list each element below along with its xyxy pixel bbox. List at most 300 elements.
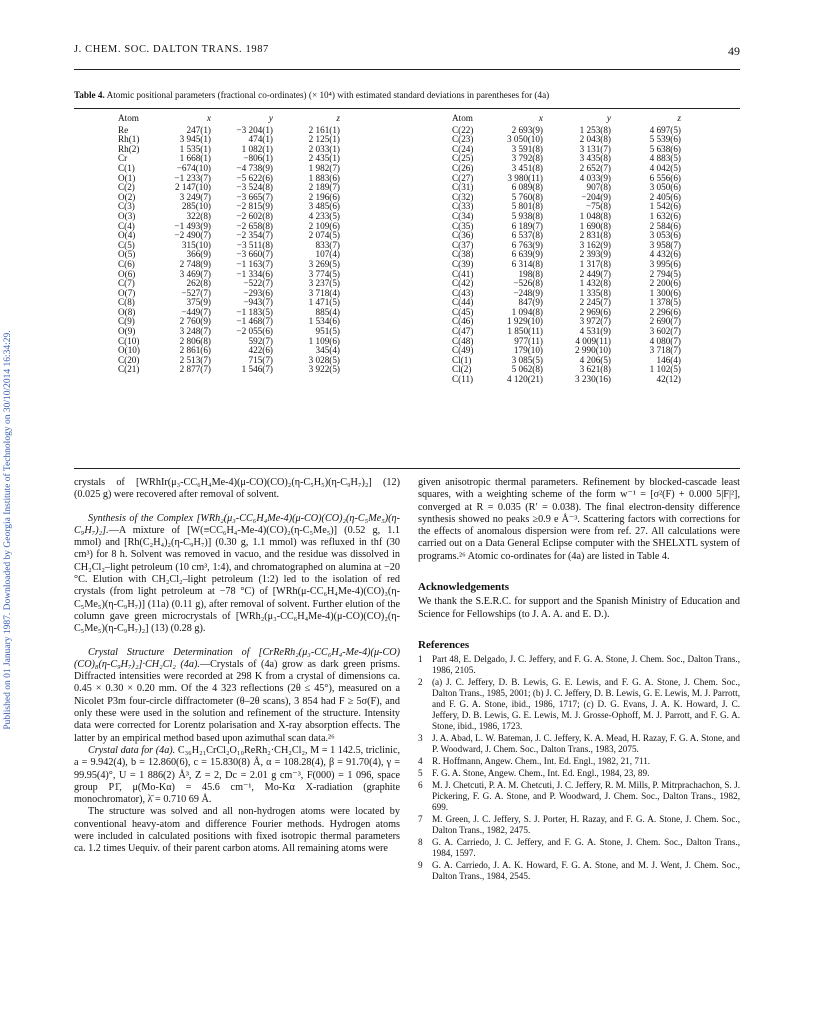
table-row <box>452 308 681 318</box>
z-cell: 2 405(6) <box>649 191 681 202</box>
z-cell: 1 883(6) <box>308 172 340 183</box>
x-cell: 3 085(5) <box>511 354 543 365</box>
x-cell: 6 314(8) <box>511 258 543 269</box>
x-cell: −526(8) <box>513 278 543 289</box>
y-cell: 1 546(7) <box>241 364 273 375</box>
z-cell: 3 050(6) <box>649 182 681 193</box>
col-header-x: x <box>538 113 543 123</box>
table-row <box>452 193 681 203</box>
x-cell: 1 850(11) <box>507 326 543 337</box>
y-cell: 4 033(9) <box>579 172 611 183</box>
download-notice-sidebar <box>2 170 14 890</box>
atom-cell: O(10) <box>118 345 140 356</box>
atom-cell: C(37) <box>452 239 474 250</box>
atom-cell: C(35) <box>452 220 474 231</box>
table-row <box>452 212 681 222</box>
x-cell: 2 693(9) <box>511 124 543 135</box>
reference-number: 5 <box>418 768 423 779</box>
table-row <box>118 317 340 327</box>
x-cell: 2 513(7) <box>179 354 211 365</box>
x-cell: 262(8) <box>186 278 211 289</box>
z-cell: 1 378(5) <box>649 297 681 308</box>
z-cell: 2 200(6) <box>649 278 681 289</box>
paragraph-crystal-structure <box>74 647 400 745</box>
x-cell: 3 945(1) <box>179 134 211 145</box>
reference-text: M. Green, J. C. Jeffery, S. J. Porter, H. Razay, and F. G. A. Stone, J. Chem. Soc., Dalton Trans., 1982, 2475. <box>432 814 740 836</box>
y-cell: 715(7) <box>248 354 273 365</box>
x-cell: 5 938(8) <box>511 210 543 221</box>
z-cell: 1 534(6) <box>308 316 340 327</box>
x-cell: 1 929(10) <box>507 316 543 327</box>
atom-cell: C(24) <box>452 143 474 154</box>
atom-cell: C(31) <box>452 182 474 193</box>
y-cell: −1 183(5) <box>236 306 273 317</box>
reference-text: J. A. Abad, L. W. Bateman, J. C. Jeffery, K. A. Mead, H. Razay, F. G. A. Stone, and P. Woodward, J. Chem. Soc., Dalton Trans., 1983, 2075. <box>432 733 740 755</box>
table-row <box>452 270 681 280</box>
atom-cell: O(4) <box>118 230 136 241</box>
y-cell: 2 245(7) <box>579 297 611 308</box>
z-cell: 1 542(6) <box>649 201 681 212</box>
paragraph-text: The structure was solved and all non-hydrogen atoms were located by conventional heavy-atom and difference Fourier methods. Hydrogen atoms were included in calculated positions with fixed isotropic thermal parameters ca. 1.2 times Uequiv. of their parent carbon atoms. All remaining atoms were <box>74 806 400 855</box>
atom-cell: C(49) <box>452 345 474 356</box>
z-cell: 6 556(6) <box>649 172 681 183</box>
y-cell: 2 969(6) <box>579 306 611 317</box>
reference-item <box>418 756 740 767</box>
atom-cell: C(11) <box>452 374 474 385</box>
table-row <box>452 154 681 164</box>
acknowledgements-heading: Acknowledgements <box>418 581 510 594</box>
col-header-y: y <box>268 113 273 123</box>
table-row <box>452 145 681 155</box>
z-cell: 2 125(1) <box>308 134 340 145</box>
x-cell: 5 062(8) <box>511 364 543 375</box>
reference-number: 8 <box>418 837 423 848</box>
col-header-atom: Atom <box>452 113 473 123</box>
z-cell: 3 718(4) <box>308 287 340 298</box>
y-cell: −1 468(7) <box>236 316 273 327</box>
atom-cell: O(6) <box>118 268 136 279</box>
page-number: 49 <box>728 44 740 58</box>
table-row <box>118 222 340 232</box>
y-cell: −5 622(6) <box>236 172 273 183</box>
reference-item <box>418 733 740 755</box>
z-cell: 833(7) <box>315 239 340 250</box>
z-cell: 3 269(5) <box>308 258 340 269</box>
x-cell: 198(8) <box>518 268 543 279</box>
table-row <box>452 222 681 232</box>
x-cell: 322(8) <box>186 210 211 221</box>
z-cell: 2 161(1) <box>308 124 340 135</box>
atom-cell: C(7) <box>118 278 135 289</box>
atom-cell: C(43) <box>452 287 474 298</box>
x-cell: −1 233(7) <box>174 172 211 183</box>
atom-cell: O(8) <box>118 306 136 317</box>
reference-text: (a) J. C. Jeffery, D. B. Lewis, G. E. Lewis, and F. G. A. Stone, J. Chem. Soc., Dalton Trans., 1985, 2001; (b) J. C. Jeffery, D. B. Lewis, G. E. Lewis, M. J. Parrott, and F. G. A. Stone, ibid., 1986, 1717; (c) D. G. Evans, J. A. K. Howard, J. C. Jeffery, D. B. Lewis, G. E. Lewis, M. J. Grosse-Ophoff, M. J. Parrott, and F. G. A. Stone, ibid., 1986, 1723. <box>432 677 740 732</box>
table-row <box>452 260 681 270</box>
table-row <box>118 365 340 375</box>
x-cell: 2 861(6) <box>179 345 211 356</box>
atom-cell: Rh(1) <box>118 134 140 145</box>
references-heading: References <box>418 638 470 651</box>
z-cell: 3 958(7) <box>649 239 681 250</box>
atom-cell: C(48) <box>452 335 474 346</box>
x-cell: 2 806(8) <box>179 335 211 346</box>
x-cell: 3 451(8) <box>511 162 543 173</box>
paragraph-text: C₃₆H₂₁CrCl₂O₁₀ReRh₂·CH₂Cl₂, M = 1 142.5, triclinic, a = 9.942(4), b = 12.860(6), c = 15.830(8) Å, α = 108.28(4), β = 91.70(4), γ = 99.95(4)°, U = 1 886(2) Å³, Z = 2, Dc = 2.01 g cm⁻³, F(000) = 1 096, space group P1̄, μ(Mo-Kα) = 45.6 cm⁻¹, Mo-Kα X-radiation (graphite monochromator), λ̄ = 0.710 69 Å. <box>74 744 401 806</box>
z-cell: 2 296(6) <box>649 306 681 317</box>
x-cell: 315(10) <box>181 239 211 250</box>
table-row <box>118 126 340 136</box>
col-header-z: z <box>677 113 681 123</box>
z-cell: 2 435(1) <box>308 153 340 164</box>
journal-name: J. CHEM. SOC. DALTON TRANS. 1987 <box>74 44 269 55</box>
x-cell: 977(11) <box>514 335 543 346</box>
header-rule <box>74 69 740 70</box>
z-cell: 2 196(6) <box>308 191 340 202</box>
y-cell: −1 163(7) <box>236 258 273 269</box>
y-cell: 907(8) <box>586 182 611 193</box>
y-cell: −3 665(7) <box>236 191 273 202</box>
y-cell: 3 162(9) <box>579 239 611 250</box>
reference-number: 9 <box>418 860 423 871</box>
atom-cell: C(6) <box>118 258 135 269</box>
y-cell: 4 009(11) <box>575 335 611 346</box>
x-cell: −2 490(7) <box>174 230 211 241</box>
x-cell: 6 763(9) <box>511 239 543 250</box>
atom-cell: C(42) <box>452 278 474 289</box>
atom-cell: C(22) <box>452 124 474 135</box>
table-row <box>452 375 681 385</box>
table-row <box>118 250 340 260</box>
y-cell: −943(7) <box>243 297 273 308</box>
y-cell: 2 393(9) <box>579 249 611 260</box>
z-cell: 1 632(6) <box>649 210 681 221</box>
col-header-atom: Atom <box>118 113 139 123</box>
x-cell: 2 147(10) <box>175 182 211 193</box>
table-row <box>118 298 340 308</box>
atom-cell: Re <box>118 124 129 135</box>
section-heading-synthesis: Synthesis of the Complex [WRh₂(μ₃-CC₆H₄Me-4)(μ-CO)(CO)₂(η-C₅Me₅)(η-C₉H₇)₂]. <box>74 512 400 536</box>
y-cell: 2 043(8) <box>579 134 611 145</box>
z-cell: 2 033(1) <box>308 143 340 154</box>
table-row <box>452 202 681 212</box>
y-cell: 2 990(10) <box>575 345 611 356</box>
z-cell: 146(4) <box>656 354 681 365</box>
z-cell: 3 237(5) <box>308 278 340 289</box>
z-cell: 1 102(5) <box>649 364 681 375</box>
z-cell: 107(4) <box>315 249 340 260</box>
table-row <box>118 154 340 164</box>
table-row <box>118 260 340 270</box>
reference-text: G. A. Carriedo, J. C. Jeffery, and F. G. A. Stone, J. Chem. Soc., Dalton Trans., 1984, 1597. <box>432 837 740 859</box>
reference-item <box>418 654 740 676</box>
reference-number: 4 <box>418 756 423 767</box>
table-row <box>118 308 340 318</box>
coordinates-table-left <box>118 114 340 375</box>
x-cell: 179(10) <box>513 345 543 356</box>
y-cell: 3 621(8) <box>579 364 611 375</box>
x-cell: 2 877(7) <box>179 364 211 375</box>
atom-cell: O(3) <box>118 210 136 221</box>
atom-cell: C(3) <box>118 201 135 212</box>
paragraph-refinement <box>418 477 740 563</box>
table-row <box>452 174 681 184</box>
y-cell: −1 334(6) <box>236 268 273 279</box>
table-bottom-rule <box>74 468 740 469</box>
atom-cell: C(20) <box>118 354 140 365</box>
z-cell: 5 539(6) <box>649 134 681 145</box>
atom-cell: O(7) <box>118 287 136 298</box>
paragraph-crystals-12 <box>74 477 400 502</box>
z-cell: 1 109(6) <box>308 335 340 346</box>
z-cell: 5 638(6) <box>649 143 681 154</box>
col-header-y: y <box>606 113 611 123</box>
table-row <box>452 241 681 251</box>
reference-item <box>418 860 740 882</box>
z-cell: 4 080(7) <box>649 335 681 346</box>
y-cell: 4 531(9) <box>579 326 611 337</box>
z-cell: 3 774(5) <box>308 268 340 279</box>
reference-item <box>418 814 740 836</box>
z-cell: 885(4) <box>315 306 340 317</box>
left-column <box>74 477 400 867</box>
atom-cell: C(26) <box>452 162 474 173</box>
x-cell: 6 089(8) <box>511 182 543 193</box>
z-cell: 4 697(5) <box>649 124 681 135</box>
table-row <box>118 289 340 299</box>
y-cell: 1 253(8) <box>579 124 611 135</box>
table-caption-text: Atomic positional parameters (fractional co-ordinates) (× 10⁴) with estimated standard deviations in parentheses for (4a) <box>106 90 550 100</box>
atom-cell: C(33) <box>452 201 474 212</box>
z-cell: 3 485(6) <box>308 201 340 212</box>
table-row <box>118 135 340 145</box>
atom-cell: C(47) <box>452 326 474 337</box>
x-cell: −248(9) <box>513 287 543 298</box>
y-cell: −75(8) <box>585 201 611 212</box>
x-cell: 1 668(1) <box>179 153 211 164</box>
table-row <box>452 365 681 375</box>
x-cell: 2 748(9) <box>179 258 211 269</box>
table-row <box>118 270 340 280</box>
x-cell: −449(7) <box>181 306 211 317</box>
paragraph-synthesis <box>74 513 400 636</box>
atom-cell: O(2) <box>118 191 136 202</box>
atom-cell: C(38) <box>452 249 474 260</box>
atom-cell: Cl(1) <box>452 354 472 365</box>
x-cell: 3 249(7) <box>179 191 211 202</box>
atom-cell: C(34) <box>452 210 474 221</box>
x-cell: 375(9) <box>186 297 211 308</box>
z-cell: 4 432(6) <box>649 249 681 260</box>
table-row <box>452 279 681 289</box>
table-row <box>118 346 340 356</box>
y-cell: −806(1) <box>243 153 273 164</box>
z-cell: 3 053(6) <box>649 230 681 241</box>
table-row <box>118 231 340 241</box>
atom-cell: C(39) <box>452 258 474 269</box>
atom-cell: C(10) <box>118 335 140 346</box>
atom-cell: Cr <box>118 153 128 164</box>
atom-cell: C(21) <box>118 364 140 375</box>
table-row <box>118 241 340 251</box>
x-cell: 847(9) <box>518 297 543 308</box>
table-row <box>452 126 681 136</box>
atom-cell: C(44) <box>452 297 474 308</box>
z-cell: 1 300(6) <box>649 287 681 298</box>
paragraph-structure-solution <box>74 806 400 855</box>
y-cell: 3 230(16) <box>575 374 611 385</box>
table-row <box>452 135 681 145</box>
atom-cell: C(4) <box>118 220 135 231</box>
reference-item <box>418 837 740 859</box>
z-cell: 345(4) <box>315 345 340 356</box>
table-row <box>452 317 681 327</box>
table-row <box>452 337 681 347</box>
reference-text: R. Hoffmann, Angew. Chem., Int. Ed. Engl., 1982, 21, 711. <box>432 756 651 767</box>
section-heading-crystal-structure: Crystal Structure Determination of [CrReRh₂(μ₃-CC₆H₄-Me-4)(μ-CO)(CO)₈(η-C₉H₇)₂]·CH₂Cl₂ (4a). <box>74 646 400 670</box>
table-row <box>118 337 340 347</box>
table-row <box>118 202 340 212</box>
col-header-z: z <box>336 113 340 123</box>
reference-item <box>418 677 740 732</box>
y-cell: 2 449(7) <box>579 268 611 279</box>
x-cell: 5 760(8) <box>511 191 543 202</box>
y-cell: −2 055(6) <box>236 326 273 337</box>
x-cell: 1 094(8) <box>511 306 543 317</box>
references-list <box>418 654 740 882</box>
z-cell: 3 602(7) <box>649 326 681 337</box>
y-cell: 1 432(8) <box>579 278 611 289</box>
z-cell: 2 584(6) <box>649 220 681 231</box>
table-caption <box>74 90 754 100</box>
table-label: Table 4. <box>74 90 105 100</box>
y-cell: 2 831(8) <box>579 230 611 241</box>
y-cell: 422(6) <box>248 345 273 356</box>
x-cell: 285(10) <box>181 201 211 212</box>
z-cell: 3 995(6) <box>649 258 681 269</box>
x-cell: −674(10) <box>176 162 211 173</box>
z-cell: 2 109(6) <box>308 220 340 231</box>
x-cell: 3 591(8) <box>511 143 543 154</box>
reference-number: 1 <box>418 654 423 665</box>
right-column <box>418 477 740 883</box>
x-cell: 1 535(1) <box>179 143 211 154</box>
reference-number: 2 <box>418 677 423 688</box>
atom-cell: C(9) <box>118 316 135 327</box>
x-cell: 3 248(7) <box>179 326 211 337</box>
y-cell: −204(9) <box>581 191 611 202</box>
atom-cell: O(9) <box>118 326 136 337</box>
y-cell: 3 131(7) <box>579 143 611 154</box>
x-cell: 3 792(8) <box>511 153 543 164</box>
atom-cell: C(36) <box>452 230 474 241</box>
z-cell: 3 718(7) <box>649 345 681 356</box>
atom-cell: C(5) <box>118 239 135 250</box>
x-cell: 6 537(8) <box>511 230 543 241</box>
table-row <box>118 164 340 174</box>
y-cell: −2 602(8) <box>236 210 273 221</box>
atom-cell: O(5) <box>118 249 136 260</box>
y-cell: −3 511(8) <box>236 239 273 250</box>
table-row <box>452 289 681 299</box>
y-cell: 1 335(8) <box>579 287 611 298</box>
atom-cell: C(41) <box>452 268 474 279</box>
paragraph-text: —A mixture of [W(≡CC₆H₄-Me-4)(CO)₂(η-C₅Me₅)] (0.52 g, 1.1 mmol) and [Rh(C₂H₄)₂(η-C₉H₇)] (0.30 g, 1.1 mmol) was refluxed in thf (30 cm³) for 8 h. Solvent was removed in vacuo, and the residue was dissolved in CH₂Cl₂–light petroleum (10 cm³, 1:4), and chromatographed on alumina at −20 °C. Elution with CH₂Cl₂–light petroleum (1:2) led to the isolation of red crystals (from light petroleum at −78 °C) of [WRh(μ-CC₆H₄Me-4)(CO)₃(η-C₅Me₅)(η-C₉H₇)] (11a) (0.11 g), after removal of solvent. Further elution of the column gave green microcrystals of [WRh₂(μ₃-CC₆H₄Me-4)(μ-CO)(CO)₂(η-C₅Me₅)(η-C₉H₇)₂] (13) (0.28 g). <box>74 524 400 635</box>
atom-cell: C(32) <box>452 191 474 202</box>
reference-text: M. J. Chetcuti, P. A. M. Chetcuti, J. C. Jeffery, R. M. Mills, P. Mitrprachachon, S. J. Pickering, F. G. A. Stone, and P. Woodward, J. Chem. Soc., Dalton Trans., 1982, 699. <box>432 780 740 813</box>
x-cell: 247(1) <box>186 124 211 135</box>
x-cell: 3 980(11) <box>507 172 543 183</box>
table-row <box>118 183 340 193</box>
y-cell: −522(7) <box>243 278 273 289</box>
x-cell: 4 120(21) <box>507 374 543 385</box>
y-cell: 592(7) <box>248 335 273 346</box>
atom-cell: C(1) <box>118 162 135 173</box>
y-cell: −3 204(1) <box>236 124 273 135</box>
x-cell: 3 050(10) <box>507 134 543 145</box>
table-header-row <box>118 114 340 126</box>
x-cell: 366(9) <box>186 249 211 260</box>
z-cell: 3 028(5) <box>308 354 340 365</box>
reference-number: 6 <box>418 780 423 791</box>
x-cell: 2 760(9) <box>179 316 211 327</box>
atom-cell: C(46) <box>452 316 474 327</box>
atom-cell: C(45) <box>452 306 474 317</box>
table-row <box>118 193 340 203</box>
table-row <box>452 231 681 241</box>
table-header-row <box>452 114 681 126</box>
atom-cell: C(27) <box>452 172 474 183</box>
y-cell: −2 815(9) <box>236 201 273 212</box>
y-cell: 1 048(8) <box>579 210 611 221</box>
table-row <box>452 327 681 337</box>
z-cell: 1 982(7) <box>308 162 340 173</box>
y-cell: −3 524(8) <box>236 182 273 193</box>
z-cell: 42(12) <box>656 374 681 385</box>
acknowledgements-text: We thank the S.E.R.C. for support and the Spanish Ministry of Education and Science for Fellowships (to J. A. A. and E. D.). <box>418 596 740 620</box>
y-cell: 3 435(8) <box>579 153 611 164</box>
table-row <box>452 346 681 356</box>
section-heading-crystal-data: Crystal data for (4a). <box>88 744 176 756</box>
table-row <box>118 145 340 155</box>
reference-number: 7 <box>418 814 423 825</box>
reference-text: G. A. Carriedo, J. A. K. Howard, F. G. A. Stone, and M. J. Went, J. Chem. Soc., Dalton Trans., 1984, 2545. <box>432 860 740 882</box>
x-cell: 5 801(8) <box>511 201 543 212</box>
reference-item <box>418 780 740 813</box>
x-cell: −527(7) <box>181 287 211 298</box>
z-cell: 2 690(7) <box>649 316 681 327</box>
paragraph-crystal-data <box>74 745 400 806</box>
table-row <box>118 212 340 222</box>
z-cell: 2 074(5) <box>308 230 340 241</box>
y-cell: 1 317(8) <box>579 258 611 269</box>
x-cell: 6 189(7) <box>511 220 543 231</box>
col-header-x: x <box>206 113 211 123</box>
y-cell: −293(6) <box>243 287 273 298</box>
table-row <box>452 298 681 308</box>
z-cell: 4 233(5) <box>308 210 340 221</box>
reference-text: Part 48, E. Delgado, J. C. Jeffery, and F. G. A. Stone, J. Chem. Soc., Dalton Trans., 1986, 2105. <box>432 654 740 676</box>
table-row <box>118 174 340 184</box>
running-header <box>74 44 740 60</box>
reference-item <box>418 768 740 779</box>
x-cell: −1 493(9) <box>174 220 211 231</box>
reference-text: F. G. A. Stone, Angew. Chem., Int. Ed. Engl., 1984, 23, 89. <box>432 768 650 779</box>
y-cell: 474(1) <box>248 134 273 145</box>
z-cell: 3 922(5) <box>308 364 340 375</box>
paragraph-text: crystals of [WRhIr(μ₃-CC₆H₄Me-4)(μ-CO)(CO)₂(η-C₅H₅)(η-C₉H₇)₂] (12) (0.025 g) were recovered after removal of solvent. <box>74 477 400 501</box>
z-cell: 2 189(7) <box>308 182 340 193</box>
